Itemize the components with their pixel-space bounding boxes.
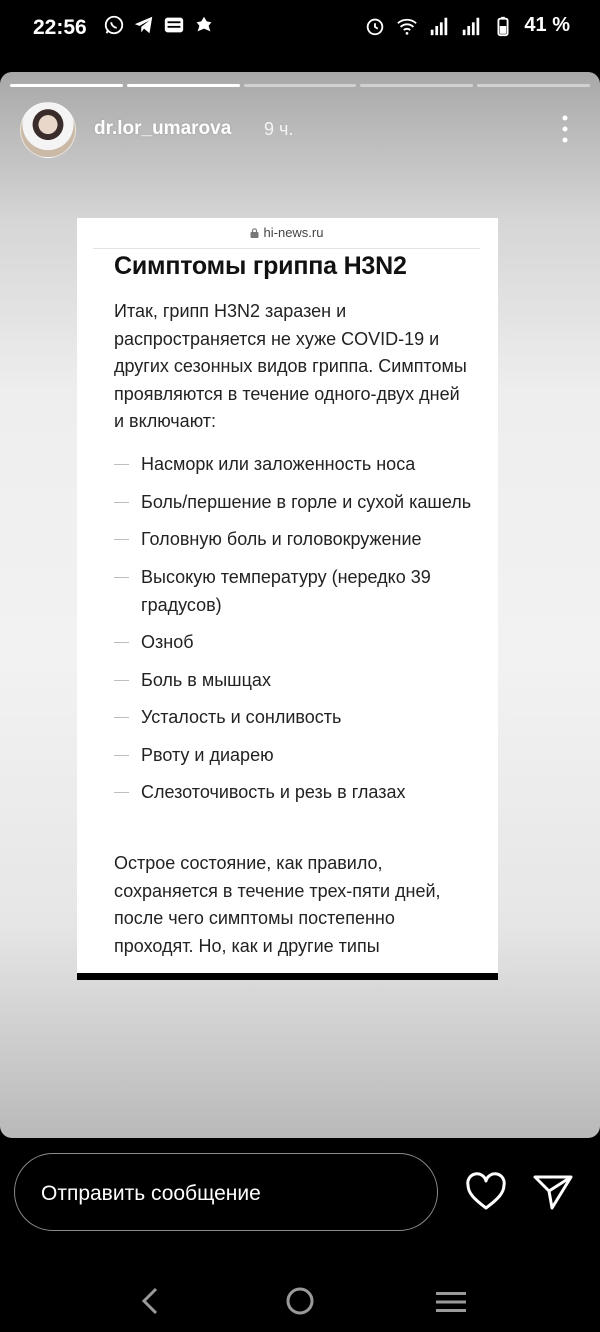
story-username[interactable]: dr.lor_umarova <box>94 118 232 139</box>
list-item <box>114 525 484 553</box>
list-item-text: Рвоту и диарею <box>141 744 274 765</box>
dash-bullet <box>114 502 129 503</box>
list-item-text: Головную боль и головокружение <box>141 529 422 549</box>
dash-bullet <box>114 792 129 793</box>
article-intro: Итак, грипп H3N2 заразен и распространяется не хуже COVID-19 и других сезонных видов гриппа. Симптомы проявляются в течение одного-двух дней и включают: <box>114 301 467 431</box>
list-item <box>114 741 484 769</box>
article-title: Симптомы гриппа H3N2 <box>114 252 407 280</box>
status-time: 22:56 <box>33 16 87 39</box>
article-outro: Острое состояние, как правило, сохраняется в течение трех-пяти дней, после чего симптомы постепенно проходят. Но, как и другие типы <box>114 853 441 956</box>
dash-bullet <box>114 577 129 578</box>
progress-segment <box>360 84 473 87</box>
notification-icons <box>103 14 215 36</box>
send-icon[interactable] <box>532 1172 574 1212</box>
battery-percent: 41 % <box>524 14 570 36</box>
progress-segment <box>10 84 123 87</box>
battery-icon <box>492 15 514 37</box>
list-item <box>114 563 484 619</box>
wifi-icon <box>396 15 418 37</box>
list-item-text: Слезоточивость и резь в глазах <box>141 782 406 802</box>
dash-bullet <box>114 539 129 540</box>
list-item-text: Усталость и сонливость <box>141 707 342 727</box>
status-bar <box>0 0 600 56</box>
list-item-text: Боль в мышцах <box>141 669 271 690</box>
list-item <box>114 703 484 731</box>
story-progress <box>10 84 590 87</box>
more-options-icon[interactable] <box>560 114 570 144</box>
momlife-icon <box>163 14 185 36</box>
story-time: 9 ч. <box>264 119 294 139</box>
progress-segment <box>127 84 240 87</box>
article-url: hi-news.ru <box>263 225 324 240</box>
alarm-icon <box>364 15 386 37</box>
recent-apps-icon[interactable] <box>435 1290 467 1314</box>
dash-bullet <box>114 755 129 756</box>
system-icons <box>364 14 570 37</box>
message-input[interactable] <box>14 1153 438 1231</box>
dash-bullet <box>114 717 129 718</box>
dash-bullet <box>114 680 129 681</box>
list-item-text: Высокую температуру (нередко 39 градусов) <box>141 566 431 615</box>
story-view[interactable] <box>0 72 600 1138</box>
leaf-icon <box>193 14 215 36</box>
message-placeholder: Отправить сообщение <box>41 1182 261 1205</box>
back-icon[interactable] <box>138 1286 162 1316</box>
lock-icon <box>250 228 259 238</box>
progress-segment <box>477 84 590 87</box>
avatar[interactable] <box>20 102 76 158</box>
article-card <box>77 218 498 980</box>
symptom-list <box>114 450 484 816</box>
telegram-icon <box>133 14 155 36</box>
progress-segment <box>244 84 357 87</box>
whatsapp-icon <box>103 14 125 36</box>
story-header <box>20 102 580 158</box>
list-item <box>114 628 484 656</box>
url-bar <box>93 218 480 249</box>
signal-icon <box>428 15 450 37</box>
list-item <box>114 666 484 694</box>
list-item-text: Боль/першение в горле и сухой кашель <box>141 491 472 512</box>
list-item-text: Насморк или заложенность носа <box>141 454 416 474</box>
list-item <box>114 778 484 806</box>
list-item <box>114 488 484 516</box>
heart-icon[interactable] <box>464 1172 508 1212</box>
list-item <box>114 450 484 478</box>
signal-icon <box>460 15 482 37</box>
list-item-text: Озноб <box>141 632 194 652</box>
home-icon[interactable] <box>286 1287 314 1315</box>
dash-bullet <box>114 642 129 643</box>
dash-bullet <box>114 464 129 465</box>
